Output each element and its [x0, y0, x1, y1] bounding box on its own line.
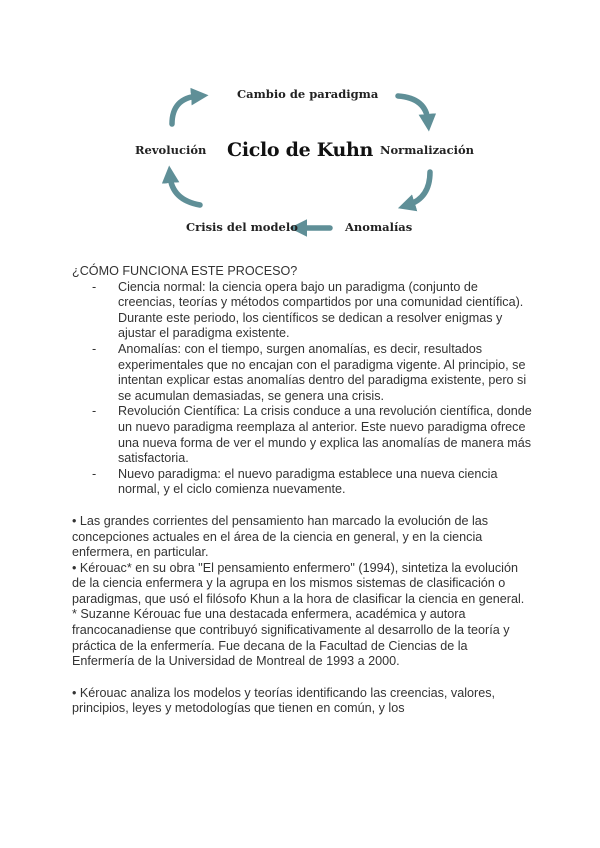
list-item: - Nuevo paradigma: el nuevo paradigma establece una nueva ciencia normal, y el ciclo comienza nuevamente.: [92, 467, 532, 498]
list-item: - Anomalías: con el tiempo, surgen anomalías, es decir, resultados experimentales que no encajan con el paradigma vigente. Al principio, se intentan explicar estas anomalías dentro del paradigma existente, pero si se acumulan demasiadas, se genera una crisis.: [92, 342, 532, 404]
section-heading: ¿CÓMO FUNCIONA ESTE PROCESO?: [72, 264, 298, 278]
node-crisis-del-modelo: Crisis del modelo: [186, 220, 298, 234]
arrow-normalizacion-to-anomalias: [408, 172, 430, 205]
footnote-kerouac: * Suzanne Kérouac fue una destacada enfermera, académica y autora francocanadiense que contribuyó significativamente al desarrollo de la teoría y práctica de la enfermería. Fue decana de la Facultad de Ciencias de la Enfermería de la Universidad de Montreal de 1993 a 2000.: [72, 607, 510, 669]
node-anomalias: Anomalías: [345, 220, 413, 234]
node-revolucion: Revolución: [135, 143, 207, 157]
arrow-crisis-to-revolucion: [170, 176, 200, 205]
node-normalizacion: Normalización: [380, 143, 474, 157]
main-text: [72, 264, 532, 717]
arrow-cambio-to-normalizacion: [398, 96, 428, 121]
diagram-center-title: Ciclo de Kuhn: [227, 139, 374, 161]
kuhn-cycle-diagram: [0, 0, 600, 250]
list-item: - Ciencia normal: la ciencia opera bajo un paradigma (conjunto de creencias, teorías y métodos compartidos por una comunidad científica). Durante este periodo, los científicos se dedican a resolver enigmas y ajustar el paradigma existente.: [92, 280, 532, 342]
arrow-revolucion-to-cambio: [172, 96, 198, 124]
list-item: - Revolución Científica: La crisis conduce a una revolución científica, donde un nuevo paradigma reemplaza al anterior. Este nuevo paradigma ofrece una nueva forma de ver el mundo y explica las anomalías de manera más satisfactoria.: [92, 404, 532, 466]
process-steps-list: [72, 280, 532, 498]
paragraph-corrientes: • Las grandes corrientes del pensamiento han marcado la evolución de las concepciones actuales en el área de la ciencia en general, y en la ciencia enfermera, en particular.: [72, 513, 489, 560]
paragraph-kerouac: • Kérouac* en su obra "El pensamiento enfermero" (1994), sintetiza la evolución de la ciencia enfermera y la agrupa en los mismos sistemas de clasificación o paradigmas, que usó el filósofo Khun a la hora de clasificar la ciencia en general.: [72, 560, 525, 606]
cycle-arrows: [0, 0, 600, 250]
node-cambio-de-paradigma: Cambio de paradigma: [237, 87, 379, 101]
paragraph-analisis: • Kérouac analiza los modelos y teorías identificando las creencias, valores, principios, leyes y metodologías que tienen en común, y los: [72, 685, 496, 716]
